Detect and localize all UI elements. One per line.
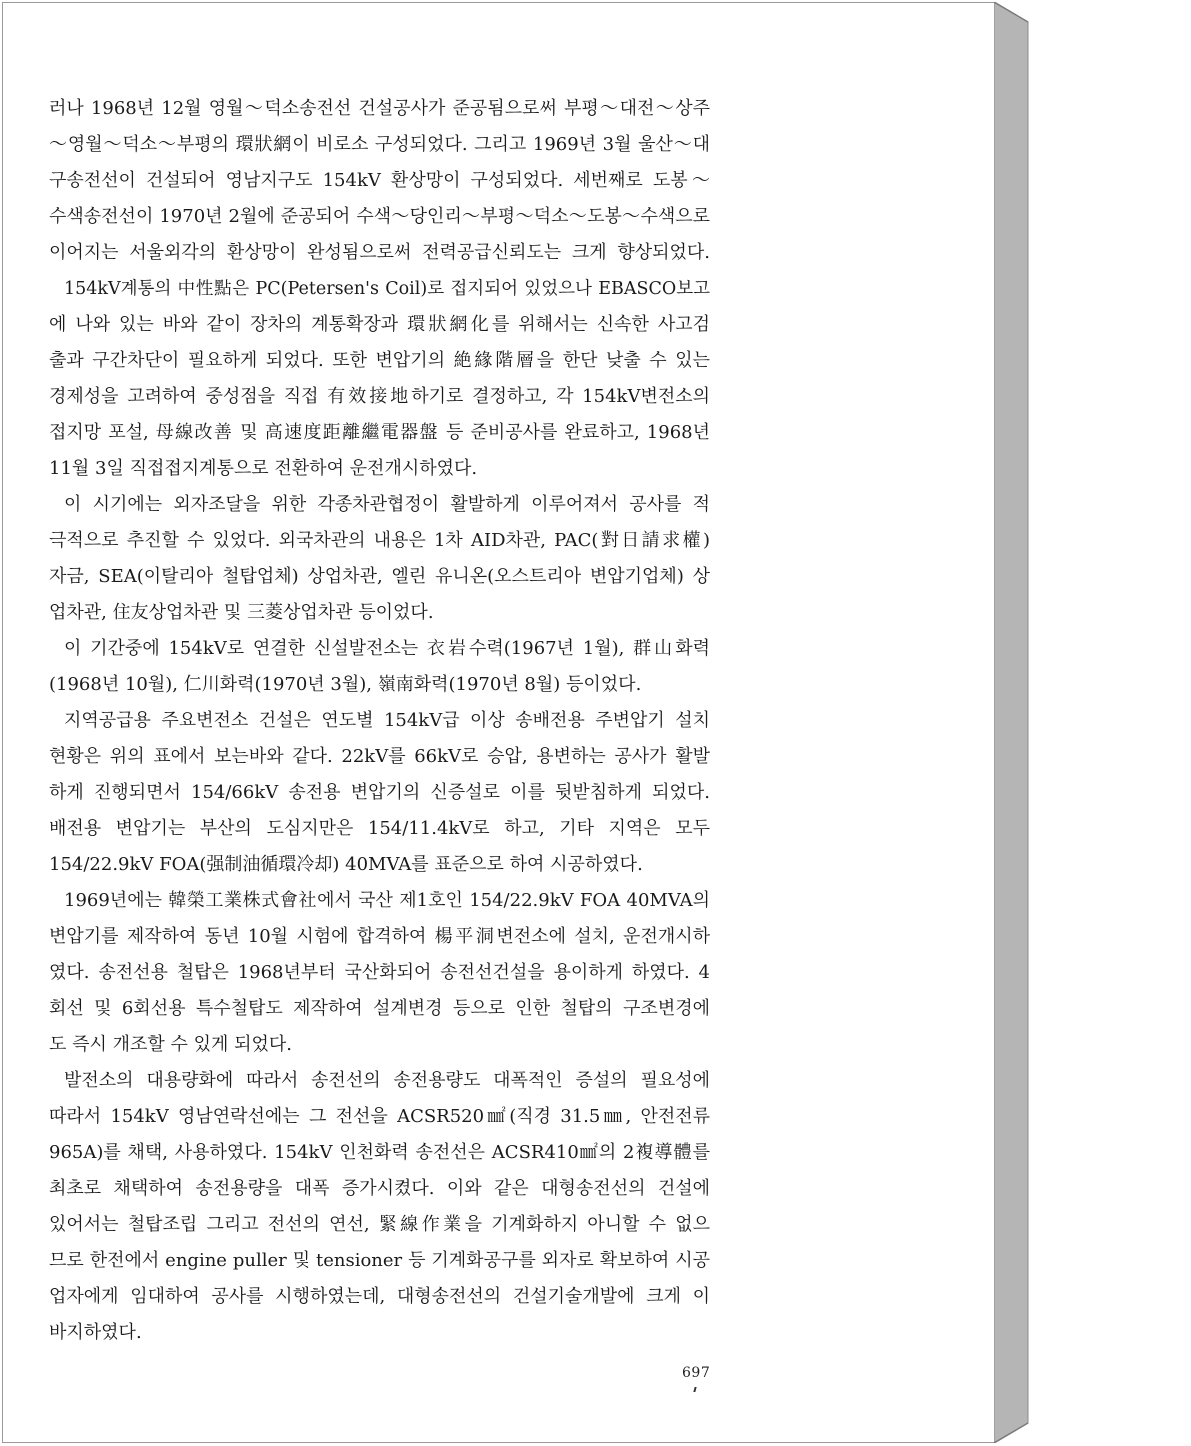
text-line: 수색송전선이 1970년 2월에 준공되어 수색～당인리～부평～덕소～도봉～수색으로 — [49, 206, 710, 227]
text-line: 구송전선이 건설되어 영남지구도 154kV 환상망이 구성되었다. 세번째로 도봉～ — [49, 170, 710, 191]
book-edge — [994, 2, 1030, 1443]
text-line: 하게 진행되면서 154/66kV 송전용 변압기의 신증설로 이를 뒷받침하게 되었다. — [49, 782, 710, 803]
text-line: 경제성을 고려하여 중성점을 직접 有效接地하기로 결정하고, 각 154kV변전소의 — [49, 386, 710, 407]
text-line: 자금, SEA(이탈리아 철탑업체) 상업차관, 엘린 유니온(오스트리아 변압기업체) 상 — [49, 566, 710, 587]
text-line: 따라서 154kV 영남연락선에는 그 전선을 ACSR520㎟(직경 31.5㎜, 안전전류 — [49, 1106, 710, 1127]
text-line: 였다. 송전선용 철탑은 1968년부터 국산화되어 송전선건설을 용이하게 하였다. 4 — [49, 962, 710, 983]
document-page — [2, 2, 996, 1443]
text-line: (1968년 10월), 仁川화력(1970년 3월), 嶺南화력(1970년 8월) 등이었다. — [49, 674, 642, 695]
text-line: 접지망 포설, 母線改善 및 高速度距離繼電器盤 등 준비공사를 완료하고, 1968년 — [49, 422, 710, 443]
text-line: 도 즉시 개조할 수 있게 되었다. — [49, 1034, 292, 1055]
text-line: 지역공급용 주요변전소 건설은 연도별 154kV급 이상 송배전용 주변압기 설치 — [64, 710, 710, 731]
text-line: 출과 구간차단이 필요하게 되었다. 또한 변압기의 絶緣階層을 한단 낮출 수 있는 — [49, 350, 710, 371]
text-line: 154/22.9kV FOA(强制油循環冷却) 40MVA를 표준으로 하여 시공하였다. — [49, 854, 643, 875]
text-line: 이 시기에는 외자조달을 위한 각종차관협정이 활발하게 이루어져서 공사를 적 — [64, 494, 710, 515]
text-line: ～영월～덕소～부평의 環狀網이 비로소 구성되었다. 그리고 1969년 3월 울산～대 — [49, 134, 710, 155]
text-line: 변압기를 제작하여 동년 10월 시험에 합격하여 楊平洞변전소에 설치, 운전개시하 — [49, 926, 710, 947]
body-text — [49, 91, 710, 1351]
text-line: 에 나와 있는 바와 같이 장차의 계통확장과 環狀網化를 위해서는 신속한 사고검 — [49, 314, 710, 335]
text-line: 극적으로 추진할 수 있었다. 외국차관의 내용은 1차 AID차관, PAC(對日請求權) — [49, 530, 710, 551]
text-line: 154kV계통의 中性點은 PC(Petersen's Coil)로 접지되어 있었으나 EBASCO보고 — [64, 279, 710, 299]
text-line: 업차관, 住友상업차관 및 三菱상업차관 등이었다. — [49, 602, 434, 623]
text-line: 이어지는 서울외각의 환상망이 완성됨으로써 전력공급신뢰도는 크게 향상되었다. — [49, 242, 710, 263]
text-line: 965A)를 채택, 사용하였다. 154kV 인천화력 송전선은 ACSR410㎟의 2複導體를 — [49, 1142, 710, 1163]
text-line: 업자에게 임대하여 공사를 시행하였는데, 대형송전선의 건설기술개발에 크게 이 — [49, 1286, 710, 1307]
page-number: 697 — [682, 1365, 711, 1381]
text-line: 있어서는 철탑조립 그리고 전선의 연선, 緊線作業을 기계화하지 아니할 수 없으 — [49, 1214, 710, 1235]
text-line: 러나 1968년 12월 영월～덕소송전선 건설공사가 준공됨으로써 부평～대전～상주 — [49, 98, 710, 119]
text-line: 이 기간중에 154kV로 연결한 신설발전소는 衣岩수력(1967년 1월), 群山화력 — [64, 638, 710, 659]
text-line: 최초로 채택하여 송전용량을 대폭 증가시켰다. 이와 같은 대형송전선의 건설에 — [49, 1178, 710, 1199]
text-line: 바지하였다. — [49, 1322, 142, 1343]
text-line: 므로 한전에서 engine puller 및 tensioner 등 기계화공구를 외자로 확보하여 시공 — [49, 1250, 710, 1271]
text-line: 11월 3일 직접접지계통으로 전환하여 운전개시하였다. — [49, 458, 478, 479]
page-mark — [693, 1387, 696, 1392]
text-line: 배전용 변압기는 부산의 도심지만은 154/11.4kV로 하고, 기타 지역은 모두 — [49, 818, 710, 839]
text-line: 현황은 위의 표에서 보는바와 같다. 22kV를 66kV로 승압, 용변하는 공사가 활발 — [49, 746, 710, 767]
text-line: 발전소의 대용량화에 따라서 송전선의 송전용량도 대폭적인 증설의 필요성에 — [64, 1070, 710, 1091]
text-line: 1969년에는 韓榮工業株式會社에서 국산 제1호인 154/22.9kV FOA 40MVA의 — [64, 890, 710, 911]
text-line: 회선 및 6회선용 특수철탑도 제작하여 설계변경 등으로 인한 철탑의 구조변경에 — [49, 998, 710, 1019]
